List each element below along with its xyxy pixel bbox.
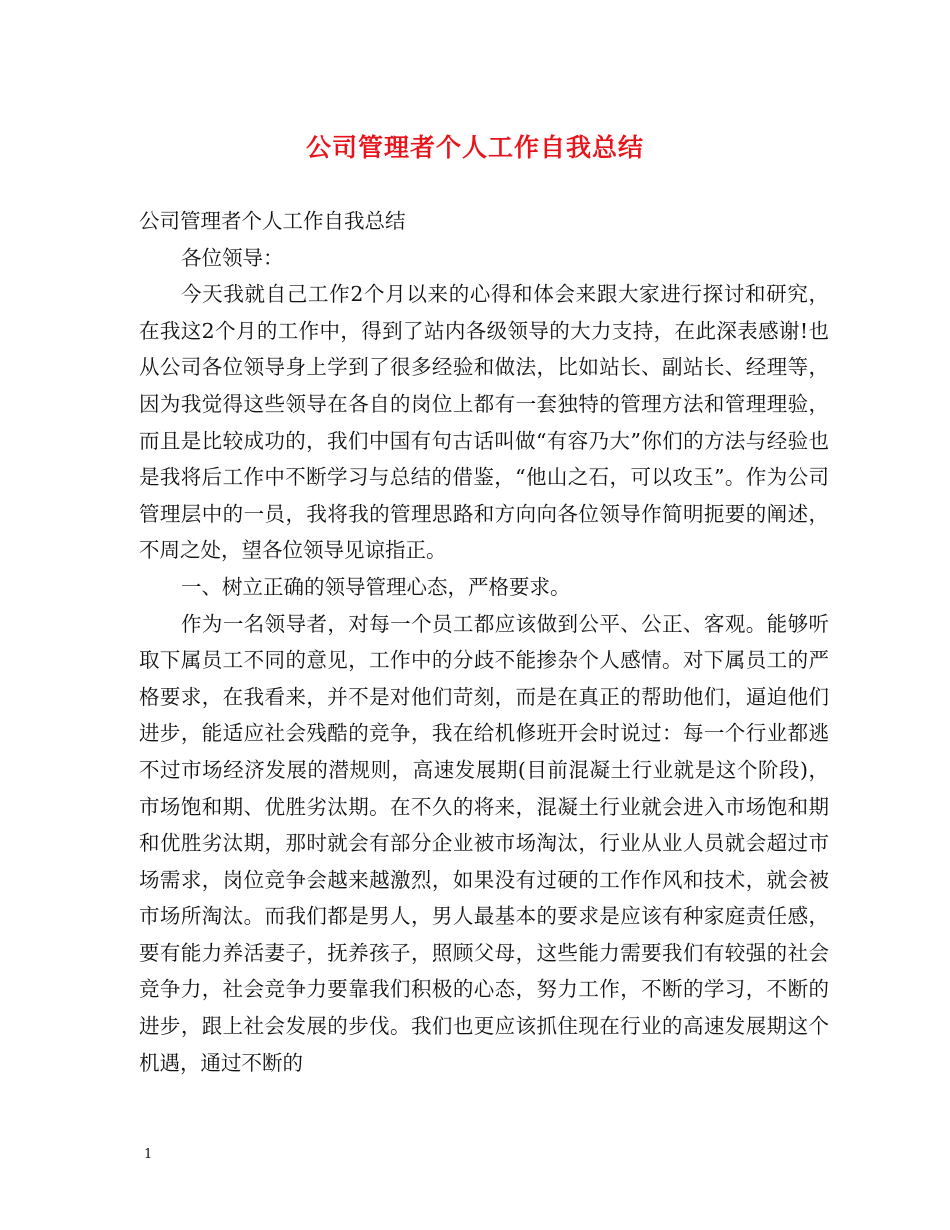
document-body xyxy=(139,203,829,1081)
document-title: 公司管理者个人工作自我总结 xyxy=(305,133,644,162)
section-paragraph: 作为一名领导者，对每一个员工都应该做到公平、公正、客观。能够听取下属员工不同的意见，工作中的分歧不能掺杂个人感情。对下属员工的严格要求，在我看来，并不是对他们苛刻，而是在真正的帮助他们，逼迫他们进步，能适应社会残酷的竞争，我在给机修班开会时说过：每一个行业都逃不过市场经济发展的潜规则，高速发展期(目前混凝土行业就是这个阶段)，市场饱和期、优胜劣汰期。在不久的将来，混凝土行业就会进入市场饱和期和优胜劣汰期，那时就会有部分企业被市场淘汰，行业从业人员就会超过市场需求，岗位竞争会越来越激烈，如果没有过硬的工作作风和技术，就会被市场所淘汰。而我们都是男人，男人最基本的要求是应该有种家庭责任感，要有能力养活妻子，抚养孩子，照顾父母，这些能力需要我们有较强的社会竞争力，社会竞争力要靠我们积极的心态，努力工作，不断的学习，不断的进步，跟上社会发展的步伐。我们也更应该抓住现在行业的高速发展期这个机遇，通过不断的 xyxy=(139,611,829,1075)
subtitle-paragraph: 公司管理者个人工作自我总结 xyxy=(139,209,406,233)
salutation-paragraph: 各位领导： xyxy=(181,245,284,270)
page-number: 1 xyxy=(144,1147,153,1162)
intro-paragraph: 今天我就自己工作2个月以来的心得和体会来跟大家进行探讨和研究，在我这2个月的工作中，得到了站内各级领导的大力支持，在此深表感谢!也从公司各位领导身上学到了很多经验和做法，比如站长、副站长、经理等，因为我觉得这些领导在各自的岗位上都有一套独特的管理方法和管理理验，而且是比较成功的，我们中国有句古话叫做“有容乃大”你们的方法与经验也是我将后工作中不断学习与总结的借鉴，“他山之石，可以攻玉”。作为公司管理层中的一员，我将我的管理思路和方向向各位领导作简明扼要的阐述，不周之处，望各位领导见谅指正。 xyxy=(139,282,829,563)
section-heading: 一、树立正确的领导管理心态，严格要求。 xyxy=(181,574,571,599)
